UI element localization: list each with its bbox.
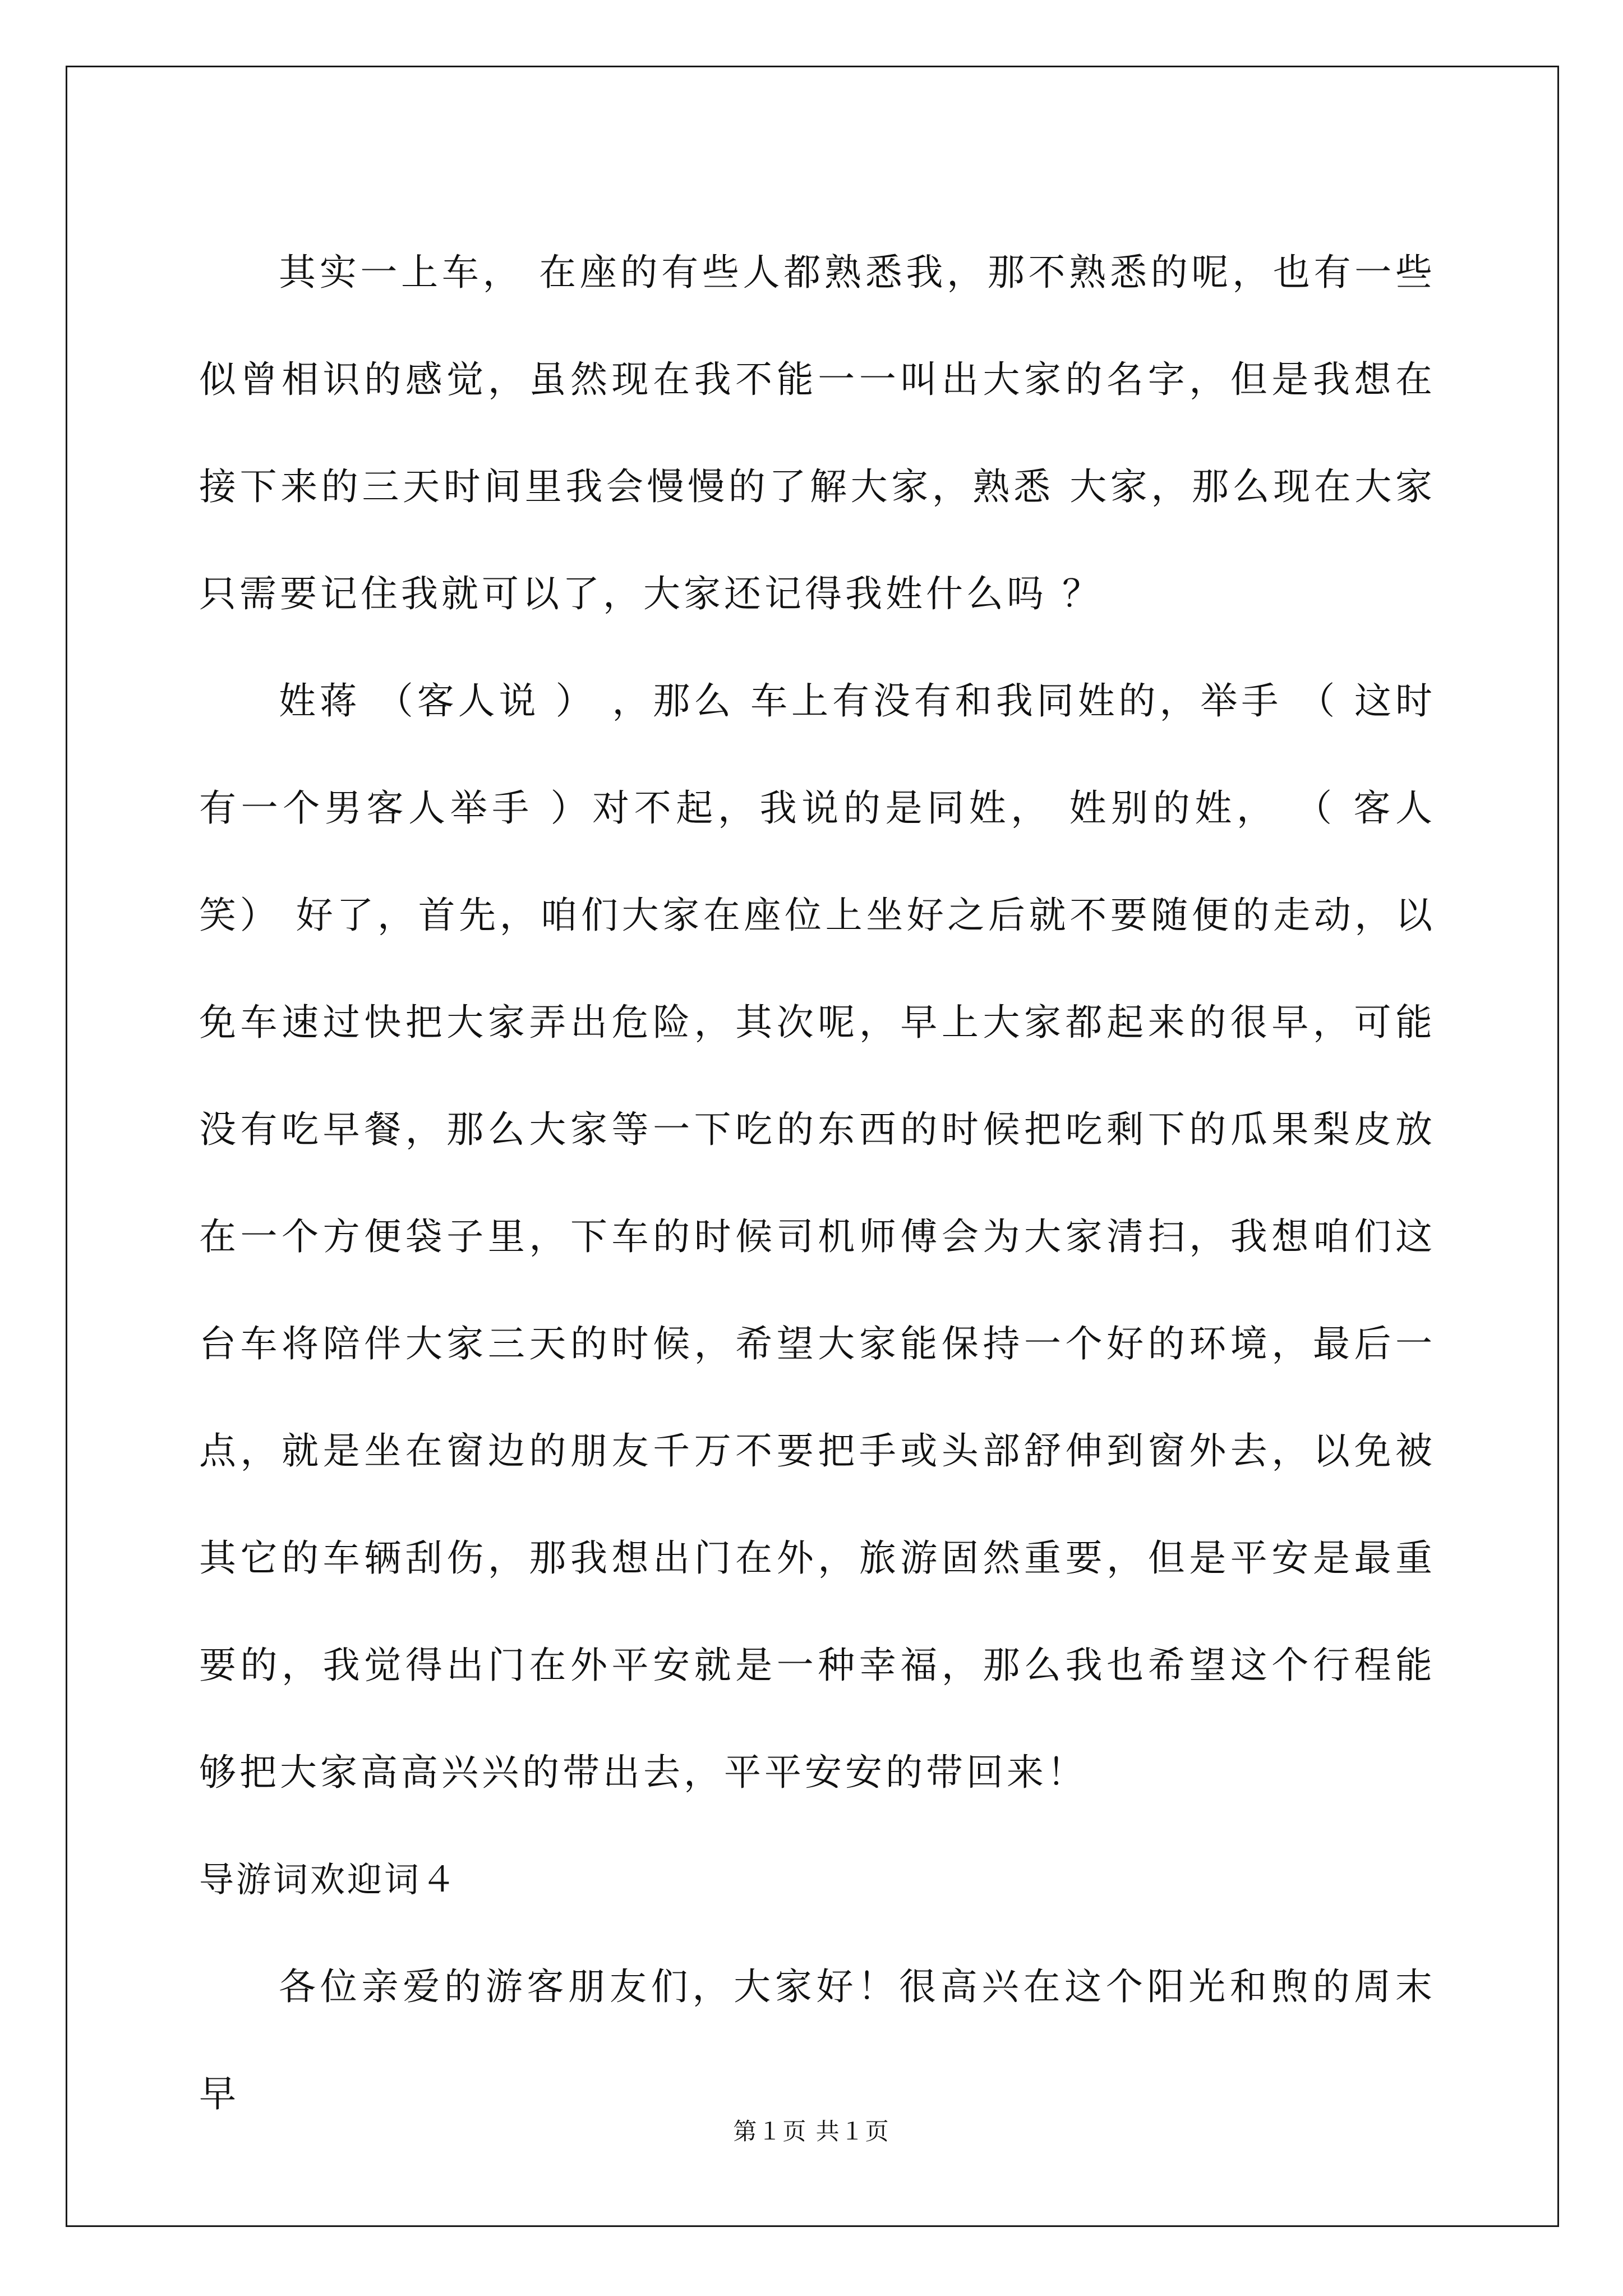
document-body bbox=[199, 219, 1436, 2147]
paragraph-3: 各位亲爱的游客朋友们，大家好！很高兴在这个阳光和煦的周末早 bbox=[199, 1965, 1436, 2115]
paragraph-1: 其实一上车， 在座的有些人都熟悉我，那不熟悉的呢，也有一些似曾相识的感觉，虽然现在我不能一一叫出大家的名字，但是我想在接下来的三天时间里我会慢慢的了解大家，熟悉 大家，那么现在大家只需要记住我就可以了，大家还记得我姓什么吗 ？ bbox=[199, 251, 1436, 615]
page-footer: 第１页 共１页 bbox=[733, 2118, 890, 2145]
paragraph-2: 姓蒋 （客人说 ） ，那么 车上有没有和我同姓的，举手 （ 这时有一个男客人举手 ）对不起，我说的是同姓， 姓别的姓， （ 客人笑） 好了，首先，咱们大家在座位上坐好之后就不要随便的走动，以免车速过快把大家弄出危险，其次呢，早上大家都起来的很早，可能没有吃早餐，那么大家等一下吃的东西的时候把吃剩下的瓜果梨皮放在一个方便袋子里，下车的时候司机师傅会为大家清扫，我想咱们这台车将陪伴大家三天的时候，希望大家能保持一个好的环境，最后一点，就是坐在窗边的朋友千万不要把手或头部舒伸到窗外去，以免被其它的车辆刮伤，那我想出门在外，旅游固然重要，但是平安是最重要的，我觉得出门在外平安就是一种幸福，那么我也希望这个行程能够把大家高高兴兴的带出去，平平安安的带回来！ bbox=[199, 679, 1436, 1794]
section-heading: 导游词欢迎词４ bbox=[199, 1859, 459, 1900]
